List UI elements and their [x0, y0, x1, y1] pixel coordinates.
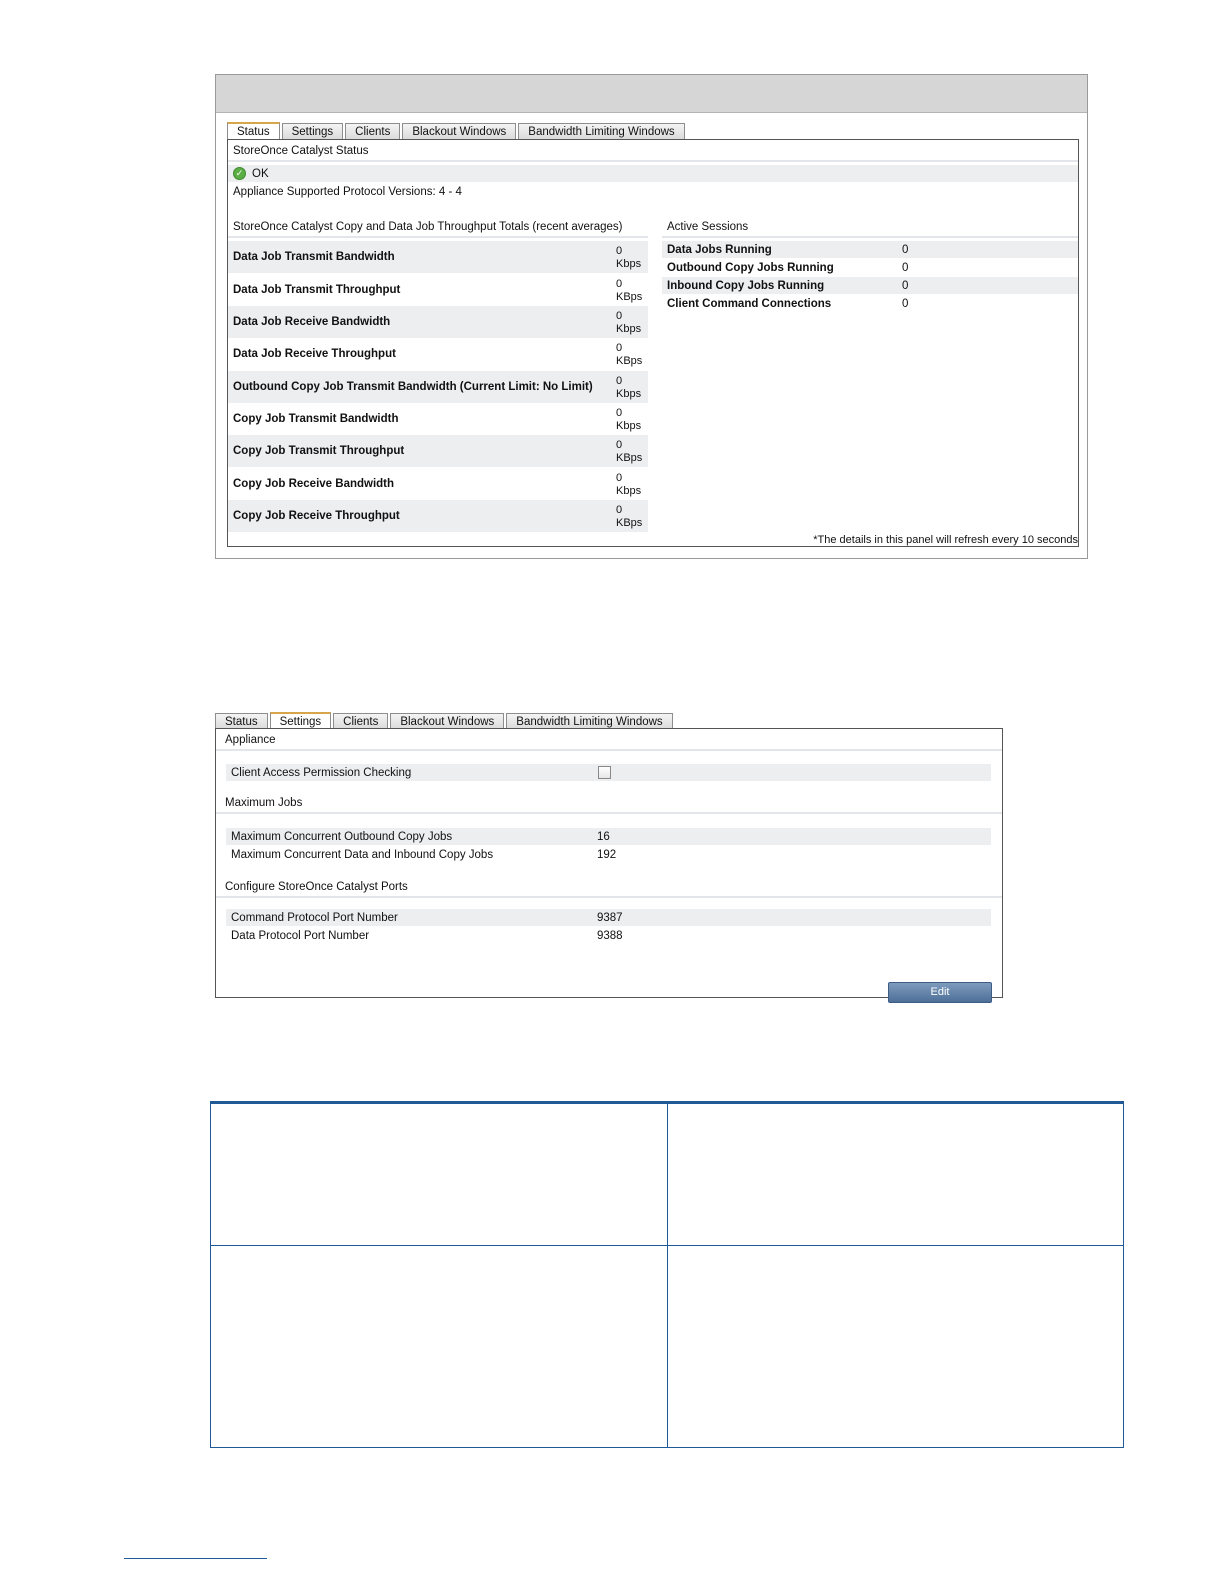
throughput-unit: KBps	[616, 290, 643, 303]
max-jobs-value: 192	[597, 848, 617, 861]
throughput-value	[616, 310, 652, 335]
throughput-unit: KBps	[616, 354, 643, 367]
max-jobs-label: Maximum Concurrent Outbound Copy Jobs	[231, 830, 453, 843]
tab-clients[interactable]: Clients	[345, 123, 400, 140]
throughput-label: Outbound Copy Job Transmit Bandwidth (Current Limit: No Limit)	[233, 381, 593, 393]
throughput-row	[228, 371, 648, 403]
throughput-number: 0	[616, 407, 623, 419]
refresh-footnote: *The details in this panel will refresh every 10 seconds	[813, 534, 1078, 546]
throughput-row	[228, 435, 648, 467]
session-row	[662, 259, 1078, 276]
max-jobs-row	[226, 828, 991, 845]
document-table	[210, 1101, 1124, 1448]
status-text: OK	[252, 167, 269, 180]
status-row	[228, 165, 1078, 182]
throughput-number: 0	[616, 245, 623, 257]
port-value: 9387	[597, 911, 623, 924]
active-sessions-heading: Active Sessions	[662, 216, 1078, 238]
throughput-value	[616, 439, 652, 464]
throughput-number: 0	[616, 439, 623, 451]
throughput-value	[616, 472, 652, 497]
session-value: 0	[902, 297, 909, 310]
status-window	[215, 74, 1088, 559]
throughput-number: 0	[616, 472, 623, 484]
throughput-label: Copy Job Transmit Throughput	[233, 445, 405, 457]
throughput-value	[616, 278, 652, 303]
session-label: Outbound Copy Jobs Running	[667, 261, 834, 274]
settings-window	[215, 711, 1003, 998]
session-value: 0	[902, 261, 909, 274]
protocol-versions-row	[228, 183, 1078, 200]
protocol-versions-text: Appliance Supported Protocol Versions: 4 - 4	[233, 185, 462, 198]
throughput-label: Data Job Receive Bandwidth	[233, 316, 391, 328]
throughput-unit: KBps	[616, 516, 643, 529]
session-row	[662, 295, 1078, 312]
max-jobs-value: 16	[597, 830, 610, 843]
status-panel	[227, 139, 1079, 547]
tab-blackout-windows[interactable]: Blackout Windows	[390, 713, 504, 730]
throughput-label: Copy Job Receive Throughput	[233, 510, 400, 522]
throughput-unit: KBps	[616, 451, 643, 464]
port-label: Command Protocol Port Number	[231, 911, 398, 924]
port-label: Data Protocol Port Number	[231, 929, 370, 942]
throughput-label: Copy Job Transmit Bandwidth	[233, 413, 399, 425]
throughput-row	[228, 403, 648, 435]
throughput-unit: Kbps	[616, 322, 642, 335]
throughput-unit: Kbps	[616, 419, 642, 432]
throughput-row	[228, 468, 648, 500]
appliance-heading: Appliance	[216, 729, 1002, 751]
throughput-row	[228, 338, 648, 370]
client-access-row	[226, 764, 991, 781]
footnote-separator	[124, 1558, 267, 1559]
port-row	[226, 927, 991, 944]
tab-blackout-windows[interactable]: Blackout Windows	[402, 123, 516, 140]
throughput-unit: Kbps	[616, 387, 642, 400]
throughput-number: 0	[616, 375, 623, 387]
client-access-checkbox[interactable]	[598, 766, 611, 779]
throughput-unit: Kbps	[616, 484, 642, 497]
port-value: 9388	[597, 929, 623, 942]
throughput-heading: StoreOnce Catalyst Copy and Data Job Throughput Totals (recent averages)	[228, 216, 648, 238]
port-row	[226, 909, 991, 926]
table-column-divider	[667, 1104, 668, 1447]
maximum-jobs-heading: Maximum Jobs	[216, 792, 1002, 814]
throughput-number: 0	[616, 504, 623, 516]
session-row	[662, 241, 1078, 258]
tab-bandwidth-limiting-windows[interactable]: Bandwidth Limiting Windows	[506, 713, 672, 730]
tab-bar	[227, 121, 687, 140]
throughput-value	[616, 342, 652, 367]
throughput-row	[228, 306, 648, 338]
throughput-value	[616, 407, 652, 432]
throughput-label: Data Job Transmit Throughput	[233, 284, 401, 296]
throughput-row	[228, 274, 648, 306]
throughput-value	[616, 245, 652, 270]
tab-settings[interactable]: Settings	[270, 712, 332, 731]
throughput-row	[228, 500, 648, 532]
session-label: Client Command Connections	[667, 297, 832, 310]
tab-clients[interactable]: Clients	[333, 713, 388, 730]
tab-bandwidth-limiting-windows[interactable]: Bandwidth Limiting Windows	[518, 123, 684, 140]
throughput-number: 0	[616, 310, 623, 322]
max-jobs-label: Maximum Concurrent Data and Inbound Copy Jobs	[231, 848, 494, 861]
settings-panel	[215, 728, 1003, 998]
edit-button[interactable]: Edit	[888, 982, 992, 1003]
table-row-divider	[211, 1245, 1123, 1246]
max-jobs-row	[226, 846, 991, 863]
tab-status[interactable]: Status	[215, 713, 268, 730]
throughput-label: Data Job Transmit Bandwidth	[233, 251, 395, 263]
check-circle-icon: ✓	[233, 167, 246, 180]
client-access-label: Client Access Permission Checking	[231, 766, 412, 779]
session-value: 0	[902, 243, 909, 256]
throughput-value	[616, 375, 652, 400]
throughput-number: 0	[616, 278, 623, 290]
tab-settings[interactable]: Settings	[282, 123, 344, 140]
throughput-value	[616, 504, 652, 529]
session-label: Inbound Copy Jobs Running	[667, 279, 825, 292]
ports-heading: Configure StoreOnce Catalyst Ports	[216, 876, 1002, 898]
session-value: 0	[902, 279, 909, 292]
session-label: Data Jobs Running	[667, 243, 772, 256]
window-titlebar	[216, 75, 1087, 113]
throughput-row	[228, 241, 648, 273]
throughput-label: Data Job Receive Throughput	[233, 348, 396, 360]
throughput-label: Copy Job Receive Bandwidth	[233, 478, 395, 490]
catalyst-status-heading: StoreOnce Catalyst Status	[228, 140, 1078, 162]
throughput-unit: Kbps	[616, 257, 642, 270]
tab-status[interactable]: Status	[227, 122, 280, 141]
session-row	[662, 277, 1078, 294]
throughput-number: 0	[616, 342, 623, 354]
